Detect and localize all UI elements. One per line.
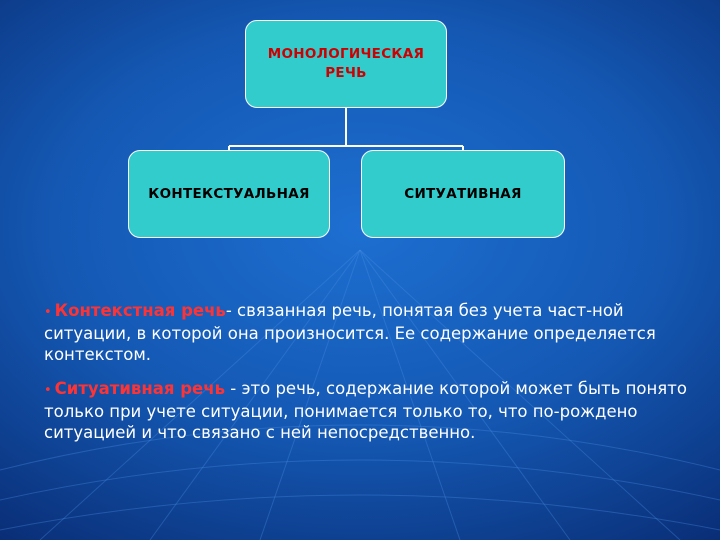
definition-text: - это речь, содержание которой может быть понято только при учете ситуации, понимается только то, что по-рождено ситуацией и что связано с ней непосредственно.: [44, 379, 687, 442]
definition-text: - связанная речь, понятая без учета част-ной ситуации, в которой она произносится. Ее содержание определяется контекстом.: [44, 301, 656, 364]
child-node-label: СИТУАТИВНАЯ: [404, 186, 522, 202]
definition-situational-speech: [44, 378, 704, 443]
definition-term: Ситуативная речь: [54, 379, 225, 398]
root-node-label: [268, 45, 424, 83]
root-node-label-line2: РЕЧЬ: [325, 65, 367, 81]
root-node-monologic-speech: [245, 20, 447, 108]
child-node-contextual: [128, 150, 330, 238]
bullet-icon: •: [44, 383, 52, 398]
root-node-label-line1: МОНОЛОГИЧЕСКАЯ: [267, 46, 425, 62]
child-node-situational: [361, 150, 565, 238]
child-node-label: КОНТЕКСТУАЛЬНАЯ: [148, 186, 310, 202]
definition-term: Контекстная речь: [54, 301, 226, 320]
bullet-icon: •: [44, 305, 52, 320]
definition-contextual-speech: [44, 300, 704, 365]
